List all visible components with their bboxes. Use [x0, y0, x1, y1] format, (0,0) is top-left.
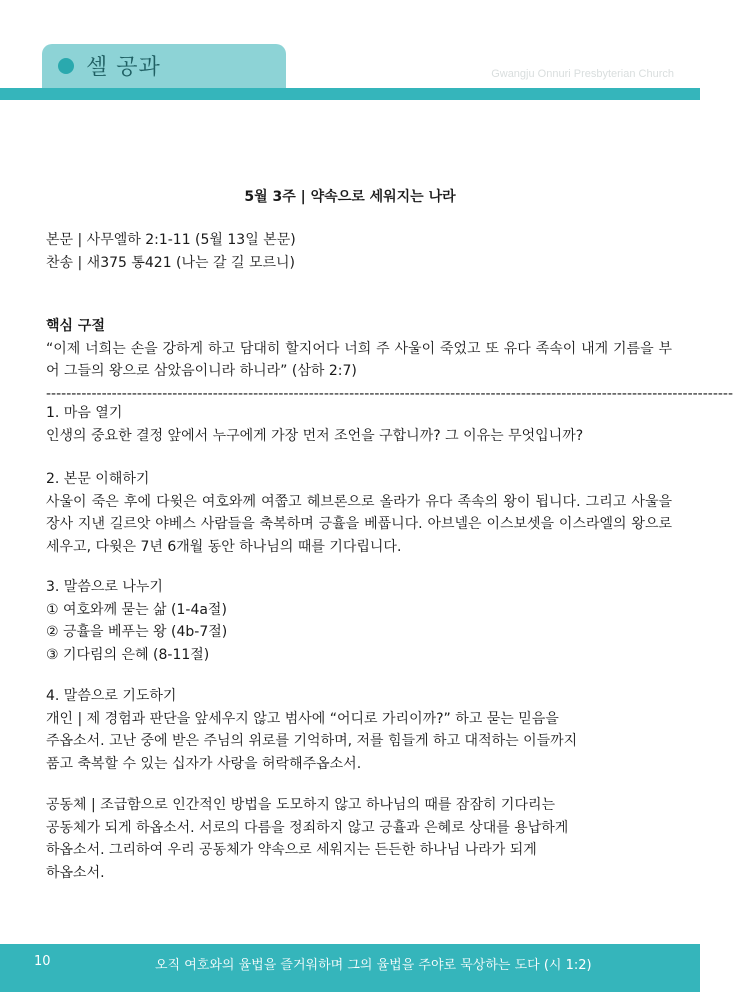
- footer-band: [0, 944, 700, 992]
- key-verse-block: [46, 315, 733, 405]
- page-number: 10: [34, 954, 51, 969]
- section-1: [46, 402, 672, 447]
- list-item: ③ 기다림의 은혜 (8-11절): [46, 646, 210, 663]
- footer-verse: 오직 여호와의 율법을 즐거워하며 그의 율법을 주야로 묵상하는 도다 (시 1:2): [155, 958, 592, 973]
- header-band: [0, 88, 700, 100]
- lesson-title: 5월 3주 | 약속으로 세워지는 나라: [244, 189, 456, 205]
- section-4-title: 4. 말씀으로 기도하기: [46, 688, 177, 704]
- section-3-title: 3. 말씀으로 나누기: [46, 579, 163, 595]
- section-4: [46, 685, 672, 775]
- hymn-ref: 찬송 | 새375 통421 (나는 갈 길 모르니): [46, 254, 295, 271]
- prayer-line: 주옵소서. 고난 중에 받은 주님의 위로를 기억하며, 저를 힘들게 하고 대적하는 이들까지: [46, 733, 578, 749]
- divider-line: ----------------------------------------------------------------------------------------------------------------------------------------: [46, 385, 733, 402]
- section-2: [46, 468, 672, 558]
- prayer-line: 개인 | 제 경험과 판단을 앞세우지 않고 범사에 “어디로 가리이까?” 하고 묻는 믿음을: [46, 710, 559, 727]
- prayer-personal: [46, 708, 672, 776]
- key-verse-label: 핵심 구절: [46, 318, 105, 334]
- key-verse-text: “이제 너희는 손을 강하게 하고 담대히 할지어다 너희 주 사울이 죽었고 또 유다 족속이 내게 기름을 부어 그들의 왕으로 삼았음이니라 하니라” (삼하 2:7): [46, 340, 672, 379]
- section-1-title: 1. 마음 열기: [46, 405, 123, 421]
- section-2-title: 2. 본문 이해하기: [46, 471, 150, 487]
- prayer-line: 공동체 | 조급함으로 인간적인 방법을 도모하지 않고 하나님의 때를 잠잠히 기다리는: [46, 797, 556, 813]
- prayer-line: 하옵소서. 그리하여 우리 공동체가 약속으로 세워지는 든든한 하나님 나라가 되게: [46, 842, 537, 858]
- section-1-body: 인생의 중요한 결정 앞에서 누구에게 가장 먼저 조언을 구합니까? 그 이유는 무엇입니까?: [46, 427, 584, 444]
- list-item: ① 여호와께 묻는 삶 (1-4a절): [46, 601, 227, 618]
- scripture-info: [46, 229, 672, 274]
- prayer-line: 하옵소서.: [46, 864, 105, 881]
- list-item: ② 긍휼을 베푸는 왕 (4b-7절): [46, 624, 228, 640]
- prayer-community: [46, 794, 672, 884]
- section-3: [46, 576, 672, 666]
- bible-text-ref: 본문 | 사무엘하 2:1-11 (5월 13일 본문): [46, 232, 296, 248]
- prayer-line: 품고 축복할 수 있는 십자가 사랑을 허락해주옵소서.: [46, 755, 362, 772]
- prayer-line: 공동체가 되게 하옵소서. 서로의 다름을 정죄하지 않고 긍휼과 은혜로 상대를 용납하게: [46, 819, 569, 836]
- section-title: 셀 공과: [86, 55, 161, 80]
- bullet-dot-icon: [58, 58, 74, 74]
- church-name: Gwangju Onnuri Presbyterian Church: [491, 68, 674, 80]
- header-tab: [42, 44, 286, 88]
- section-2-body: 사울이 죽은 후에 다윗은 여호와께 여쭙고 헤브론으로 올라가 유다 족속의 왕이 됩니다. 그리고 사울을 장사 지낸 길르앗 야베스 사람들을 축복하며 긍휼을 베풉니다. 아브넬은 이스보셋을 이스라엘의 왕으로 세우고, 다윗은 7년 6개월 동안 하나님의 때를 기다립니다.: [46, 493, 672, 555]
